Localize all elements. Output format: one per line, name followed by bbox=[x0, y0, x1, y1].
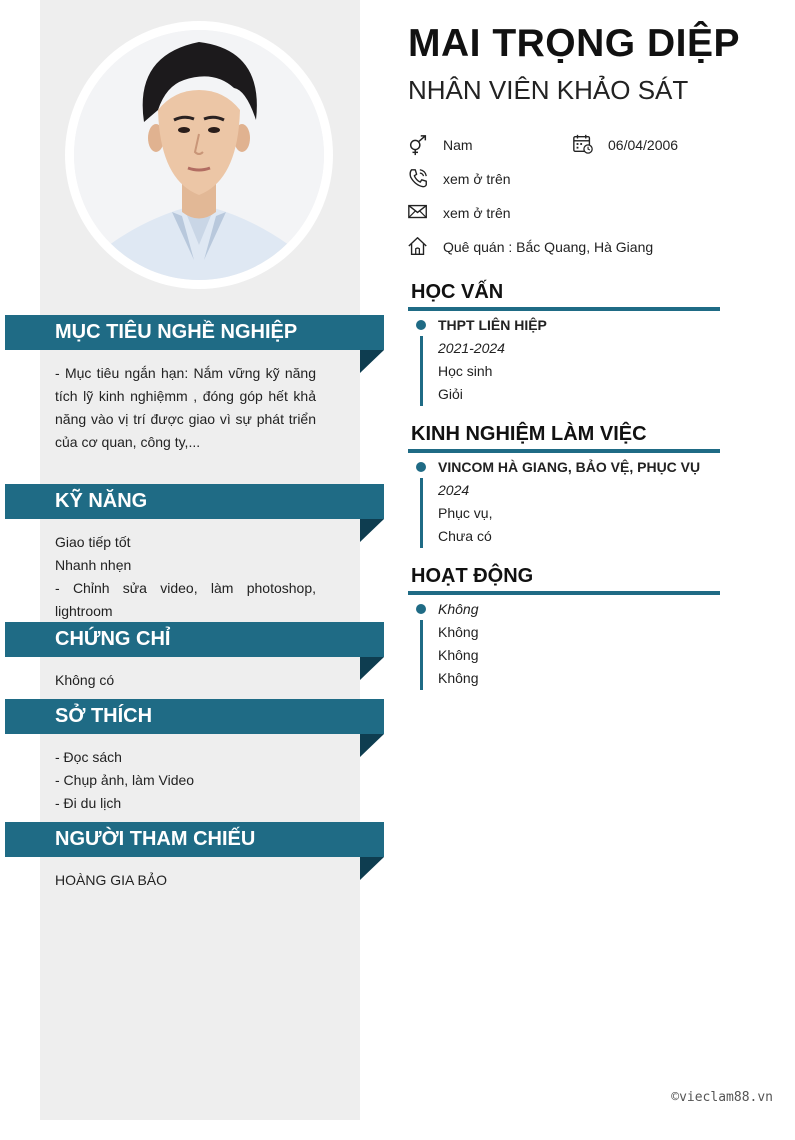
education-title: HỌC VẤN bbox=[411, 281, 504, 303]
ribbon-fold bbox=[360, 657, 384, 680]
list-item: Nhanh nhẹn bbox=[55, 557, 132, 573]
hobbies-title: SỞ THÍCH bbox=[55, 705, 153, 727]
dob-row bbox=[572, 132, 594, 156]
timeline-bar bbox=[420, 620, 423, 690]
objective-paragraph: - Mục tiêu ngắn hạn: Nắm vững kỹ năng tích lỹ kinh nghiệmm , đóng góp hết khả năng vào vị trí được giao vì sự phát triển của cơ quan, công ty,... bbox=[55, 365, 316, 450]
objective-section bbox=[0, 315, 384, 450]
activities-line: Không bbox=[438, 624, 479, 640]
gender-row bbox=[407, 133, 429, 157]
envelope-icon bbox=[407, 201, 429, 223]
avatar bbox=[74, 30, 324, 280]
timeline-bar bbox=[420, 336, 423, 406]
timeline-dot bbox=[416, 604, 426, 614]
list-item: - Chỉnh sửa video, làm photoshop, lightroom bbox=[55, 580, 316, 619]
timeline-dot bbox=[416, 320, 426, 330]
phone-icon bbox=[407, 167, 429, 189]
list-item: - Chụp ảnh, làm Video bbox=[55, 772, 195, 788]
home-icon bbox=[407, 235, 429, 257]
candidate-name: MAI TRỌNG DIỆP bbox=[408, 22, 741, 65]
education-heading: THPT LIÊN HIỆP bbox=[438, 317, 547, 333]
skills-title: KỸ NĂNG bbox=[55, 490, 148, 512]
objective-text bbox=[55, 362, 316, 454]
education-line: Học sinh bbox=[438, 363, 493, 379]
education-period: 2021-2024 bbox=[438, 340, 505, 356]
references-title: NGƯỜI THAM CHIẾU bbox=[55, 828, 256, 850]
references-list bbox=[55, 869, 316, 892]
experience-heading: VINCOM HÀ GIANG, BẢO VỆ, PHỤC VỤ bbox=[438, 459, 701, 475]
education-line: Giỏi bbox=[438, 386, 463, 402]
email-row bbox=[407, 200, 429, 224]
experience-title: KINH NGHIỆM LÀM VIỆC bbox=[411, 423, 647, 445]
list-item: HOÀNG GIA BẢO bbox=[55, 872, 168, 888]
hobbies-list bbox=[55, 746, 316, 815]
address-row bbox=[407, 234, 429, 258]
calendar-icon bbox=[572, 133, 594, 155]
job-title: NHÂN VIÊN KHẢO SÁT bbox=[408, 75, 689, 105]
activities-line: Không bbox=[438, 670, 479, 686]
gender-icon bbox=[407, 134, 429, 156]
experience-rule bbox=[408, 449, 720, 453]
skills-list bbox=[55, 531, 316, 623]
list-item: - Đọc sách bbox=[55, 749, 122, 765]
ribbon-fold bbox=[360, 519, 384, 542]
address-value: Quê quán : Bắc Quang, Hà Giang bbox=[443, 239, 654, 255]
list-item: Không có bbox=[55, 672, 115, 688]
hobbies-section bbox=[0, 699, 384, 811]
phone-row bbox=[407, 166, 429, 190]
site-watermark: ©vieclam88.vn bbox=[671, 1090, 773, 1105]
activities-line: Không bbox=[438, 647, 479, 663]
experience-period: 2024 bbox=[438, 482, 470, 498]
skills-header bbox=[5, 484, 384, 519]
ribbon-fold bbox=[360, 857, 384, 880]
skills-section bbox=[0, 484, 384, 619]
certificates-section bbox=[0, 622, 384, 688]
objective-header bbox=[5, 315, 384, 350]
references-header bbox=[5, 822, 384, 857]
activities-heading: Không bbox=[438, 601, 479, 617]
list-item: - Đi du lịch bbox=[55, 795, 122, 811]
activities-rule bbox=[408, 591, 720, 595]
activities-title: HOẠT ĐỘNG bbox=[411, 565, 534, 587]
timeline-dot bbox=[416, 462, 426, 472]
certificates-list bbox=[55, 669, 316, 692]
objective-title: MỤC TIÊU NGHỀ NGHIỆP bbox=[55, 321, 298, 343]
experience-line: Chưa có bbox=[438, 528, 492, 544]
ribbon-fold bbox=[360, 350, 384, 373]
education-rule bbox=[408, 307, 720, 311]
gender-value: Nam bbox=[443, 137, 473, 153]
certificates-header bbox=[5, 622, 384, 657]
phone-value: xem ở trên bbox=[443, 171, 511, 187]
hobbies-header bbox=[5, 699, 384, 734]
certificates-title: CHỨNG CHỈ bbox=[55, 628, 171, 650]
ribbon-fold bbox=[360, 734, 384, 757]
references-section bbox=[0, 822, 384, 888]
dob-value: 06/04/2006 bbox=[608, 137, 679, 153]
experience-line: Phục vụ, bbox=[438, 505, 493, 521]
portrait-photo bbox=[74, 30, 324, 280]
list-item: Giao tiếp tốt bbox=[55, 534, 131, 550]
timeline-bar bbox=[420, 478, 423, 548]
email-value: xem ở trên bbox=[443, 205, 511, 221]
